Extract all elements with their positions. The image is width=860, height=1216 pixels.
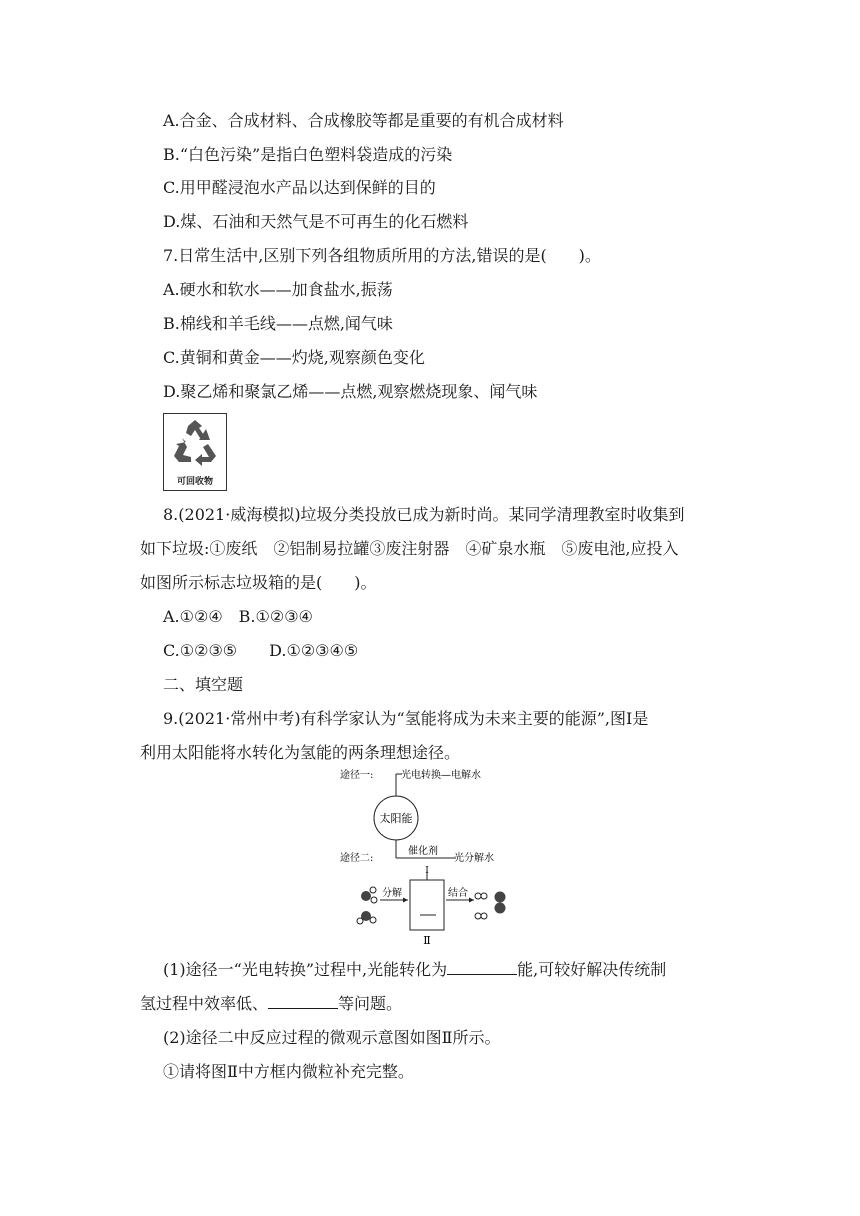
q7-stem: 7.日常生活中,区别下列各组物质所用的方法,错误的是( )。 xyxy=(163,246,601,265)
q7-option-a: A.硬水和软水——加食盐水,振荡 xyxy=(163,280,393,299)
route2-label: 途径二: xyxy=(340,853,374,864)
q9-sub2-1: ①请将图Ⅱ中方框内微粒补充完整。 xyxy=(163,1062,414,1081)
q8-options-line2: C.①②③⑤ D.①②③④⑤ xyxy=(163,641,359,660)
fig2-label: Ⅱ xyxy=(423,934,431,947)
q8-stem-line3: 如图所示标志垃圾箱的是( )。 xyxy=(140,573,377,592)
catalyst-label: 催化剂 xyxy=(408,846,438,857)
q8-options-line1: A.①②④ B.①②③④ xyxy=(163,607,313,626)
q9-stem-line1: 9.(2021·常州中考)有科学家认为“氢能将成为未来主要的能源”,图Ⅰ是 xyxy=(163,709,649,728)
q9-sub1-line1 xyxy=(163,960,666,980)
sun-label: 太阳能 xyxy=(379,812,413,825)
q7-option-c: C.黄铜和黄金——灼烧,观察颜色变化 xyxy=(163,348,425,367)
answer-blank-1[interactable] xyxy=(447,960,517,975)
recycle-icon xyxy=(164,416,226,476)
route1-label: 途径一: xyxy=(340,770,374,781)
q9-sub1-c: 氢过程中效率低、 xyxy=(140,994,269,1013)
q8-stem-line2: 如下垃圾:①废纸 ②铝制易拉罐③废注射器 ④矿泉水瓶 ⑤废电池,应投入 xyxy=(140,539,679,558)
q7-option-b: B.棉线和羊毛线——点燃,闻气味 xyxy=(163,314,393,333)
q6-option-b: B.“白色污染”是指白色塑料袋造成的污染 xyxy=(163,145,453,164)
q6-option-d: D.煤、石油和天然气是不可再生的化石燃料 xyxy=(163,212,469,231)
combine-label: 结合 xyxy=(448,888,468,899)
q6-option-a: A.合金、合成材料、合成橡胶等都是重要的有机合成材料 xyxy=(163,111,564,130)
q7-option-d: D.聚乙烯和聚氯乙烯——点燃,观察燃烧现象、闻气味 xyxy=(163,382,538,401)
q9-sub1-line2 xyxy=(140,994,402,1014)
answer-blank-2[interactable] xyxy=(268,994,338,1009)
decompose-label: 分解 xyxy=(382,888,402,899)
q9-sub2: (2)途径二中反应过程的微观示意图如图Ⅱ所示。 xyxy=(163,1028,501,1047)
q9-sub1-b: 能,可较好解决传统制 xyxy=(517,960,667,979)
section-title: 二、填空题 xyxy=(163,675,244,694)
route1-text: 光电转换—电解水 xyxy=(401,770,481,781)
q9-sub1-d: 等问题。 xyxy=(338,994,403,1013)
q9-stem-line2: 利用太阳能将水转化为氢能的两条理想途径。 xyxy=(140,743,461,762)
hydrogen-diagram xyxy=(338,760,538,955)
fig1-label: Ⅰ xyxy=(425,866,429,876)
route2-text: 光分解水 xyxy=(454,853,494,864)
q8-stem-line1: 8.(2021·威海模拟)垃圾分类投放已成为新时尚。某同学清理教室时收集到 xyxy=(163,505,685,524)
q6-option-c: C.用甲醛浸泡水产品以达到保鲜的目的 xyxy=(163,178,436,197)
recycle-logo xyxy=(163,413,227,491)
q9-sub1-a: (1)途径一“光电转换”过程中,光能转化为 xyxy=(163,960,448,979)
logo-caption: 可回收物 xyxy=(176,477,213,487)
